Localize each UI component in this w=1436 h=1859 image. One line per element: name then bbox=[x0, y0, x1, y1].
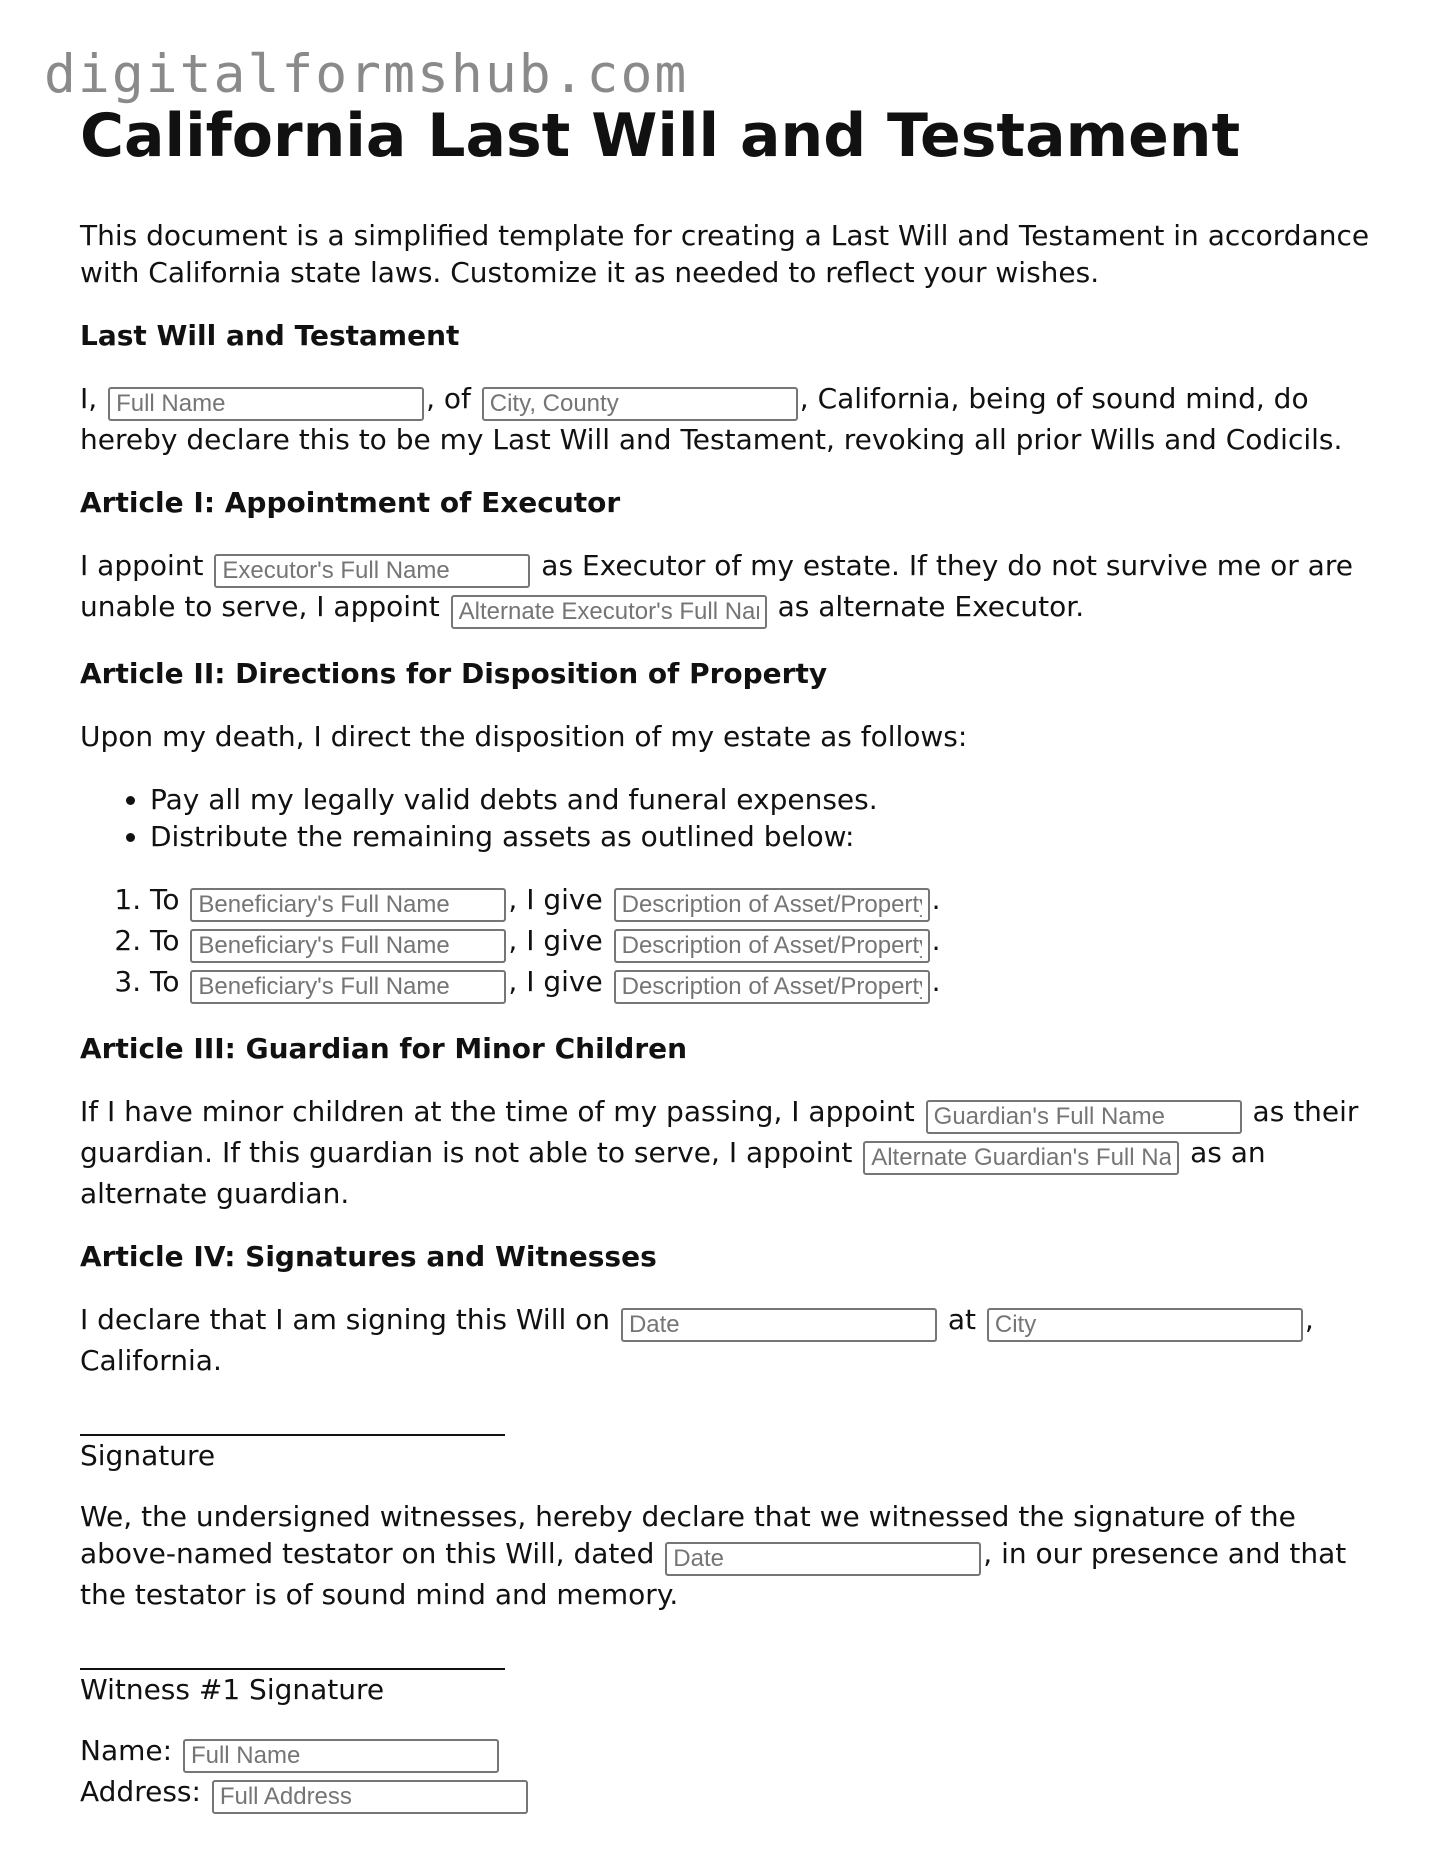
testator-city-input[interactable] bbox=[482, 387, 798, 421]
witness-1-signature-block bbox=[80, 1668, 1380, 1706]
testator-signature-block bbox=[80, 1434, 1380, 1472]
signature-line[interactable] bbox=[80, 1434, 505, 1436]
signing-date-input[interactable] bbox=[621, 1308, 937, 1342]
article-2-intro: Upon my death, I direct the disposition of my estate as follows: bbox=[80, 720, 968, 753]
beneficiary-2-input[interactable] bbox=[190, 929, 506, 963]
alternate-executor-input[interactable] bbox=[451, 595, 767, 629]
list-item: • Distribute the remaining assets as outlined below: bbox=[150, 818, 1380, 855]
declaration-paragraph: I, Full Name , of City, County , California, being of sound mind, do hereby declare this to be my Last Will and Testament, revoking all prior Wills and Codicils. bbox=[80, 380, 1380, 458]
article-3-paragraph: If I have minor children at the time of my passing, I appoint Guardian's Full Name as their guardian. If this guardian is not able to serve, I appoint Alternate Guardian's Full Name as an alternate guardian. bbox=[80, 1093, 1380, 1212]
article-3-heading: Article III: Guardian for Minor Children bbox=[80, 1032, 688, 1065]
witness-address-row: Address: Full Address bbox=[80, 1773, 1380, 1814]
asset-2-input[interactable] bbox=[614, 929, 930, 963]
declaration-heading: Last Will and Testament bbox=[80, 319, 460, 352]
witness-name-row: Name: Full Name bbox=[80, 1732, 1380, 1773]
watermark: digitalformshub.com bbox=[44, 44, 689, 105]
signing-paragraph: I declare that I am signing this Will on Date at City , California. bbox=[80, 1301, 1380, 1379]
asset-3-input[interactable] bbox=[614, 970, 930, 1004]
witness-1-signature-line[interactable] bbox=[80, 1668, 505, 1670]
article-4-heading: Article IV: Signatures and Witnesses bbox=[80, 1240, 657, 1273]
beneficiary-3-input[interactable] bbox=[190, 970, 506, 1004]
article-1-heading: Article I: Appointment of Executor bbox=[80, 486, 621, 519]
bequest-item: 1. To Beneficiary's Full Name , I give Description of Asset/Property . bbox=[150, 881, 1380, 922]
article-1-paragraph: I appoint Executor's Full Name as Executor of my estate. If they do not survive me or are unable to serve, I appoint Alternate Executor's Full Name as alternate Executor. bbox=[80, 547, 1380, 629]
page-title: California Last Will and Testament bbox=[80, 101, 1241, 171]
list-item: • Pay all my legally valid debts and funeral expenses. bbox=[150, 781, 1380, 818]
disposition-list bbox=[80, 781, 1380, 855]
testator-name-input[interactable] bbox=[108, 387, 424, 421]
bequest-item: 3. To Beneficiary's Full Name , I give Description of Asset/Property . bbox=[150, 963, 1380, 1004]
witness-1-signature-label: Witness #1 Signature bbox=[80, 1673, 385, 1706]
bequest-item: 2. To Beneficiary's Full Name , I give Description of Asset/Property . bbox=[150, 922, 1380, 963]
witness-paragraph: We, the undersigned witnesses, hereby declare that we witnessed the signature of the above-named testator on this Will, dated Date , in our presence and that the testator is of sound mind and memory. bbox=[80, 1498, 1380, 1613]
asset-1-input[interactable] bbox=[614, 888, 930, 922]
guardian-name-input[interactable] bbox=[926, 1100, 1242, 1134]
witness-1-name-input[interactable] bbox=[183, 1739, 499, 1773]
signing-city-input[interactable] bbox=[987, 1308, 1303, 1342]
intro-paragraph: This document is a simplified template for creating a Last Will and Testament in accordance with California state laws. Customize it as needed to reflect your wishes. bbox=[80, 219, 1370, 289]
witness-1-address-input[interactable] bbox=[212, 1780, 528, 1814]
bequest-list bbox=[80, 881, 1380, 1004]
witness-date-input[interactable] bbox=[665, 1542, 981, 1576]
will-document bbox=[80, 100, 1380, 1814]
article-2-heading: Article II: Directions for Disposition of Property bbox=[80, 657, 828, 690]
alternate-guardian-input[interactable] bbox=[863, 1141, 1179, 1175]
executor-name-input[interactable] bbox=[214, 554, 530, 588]
beneficiary-1-input[interactable] bbox=[190, 888, 506, 922]
signature-label: Signature bbox=[80, 1439, 216, 1472]
witness-1-details bbox=[80, 1732, 1380, 1814]
